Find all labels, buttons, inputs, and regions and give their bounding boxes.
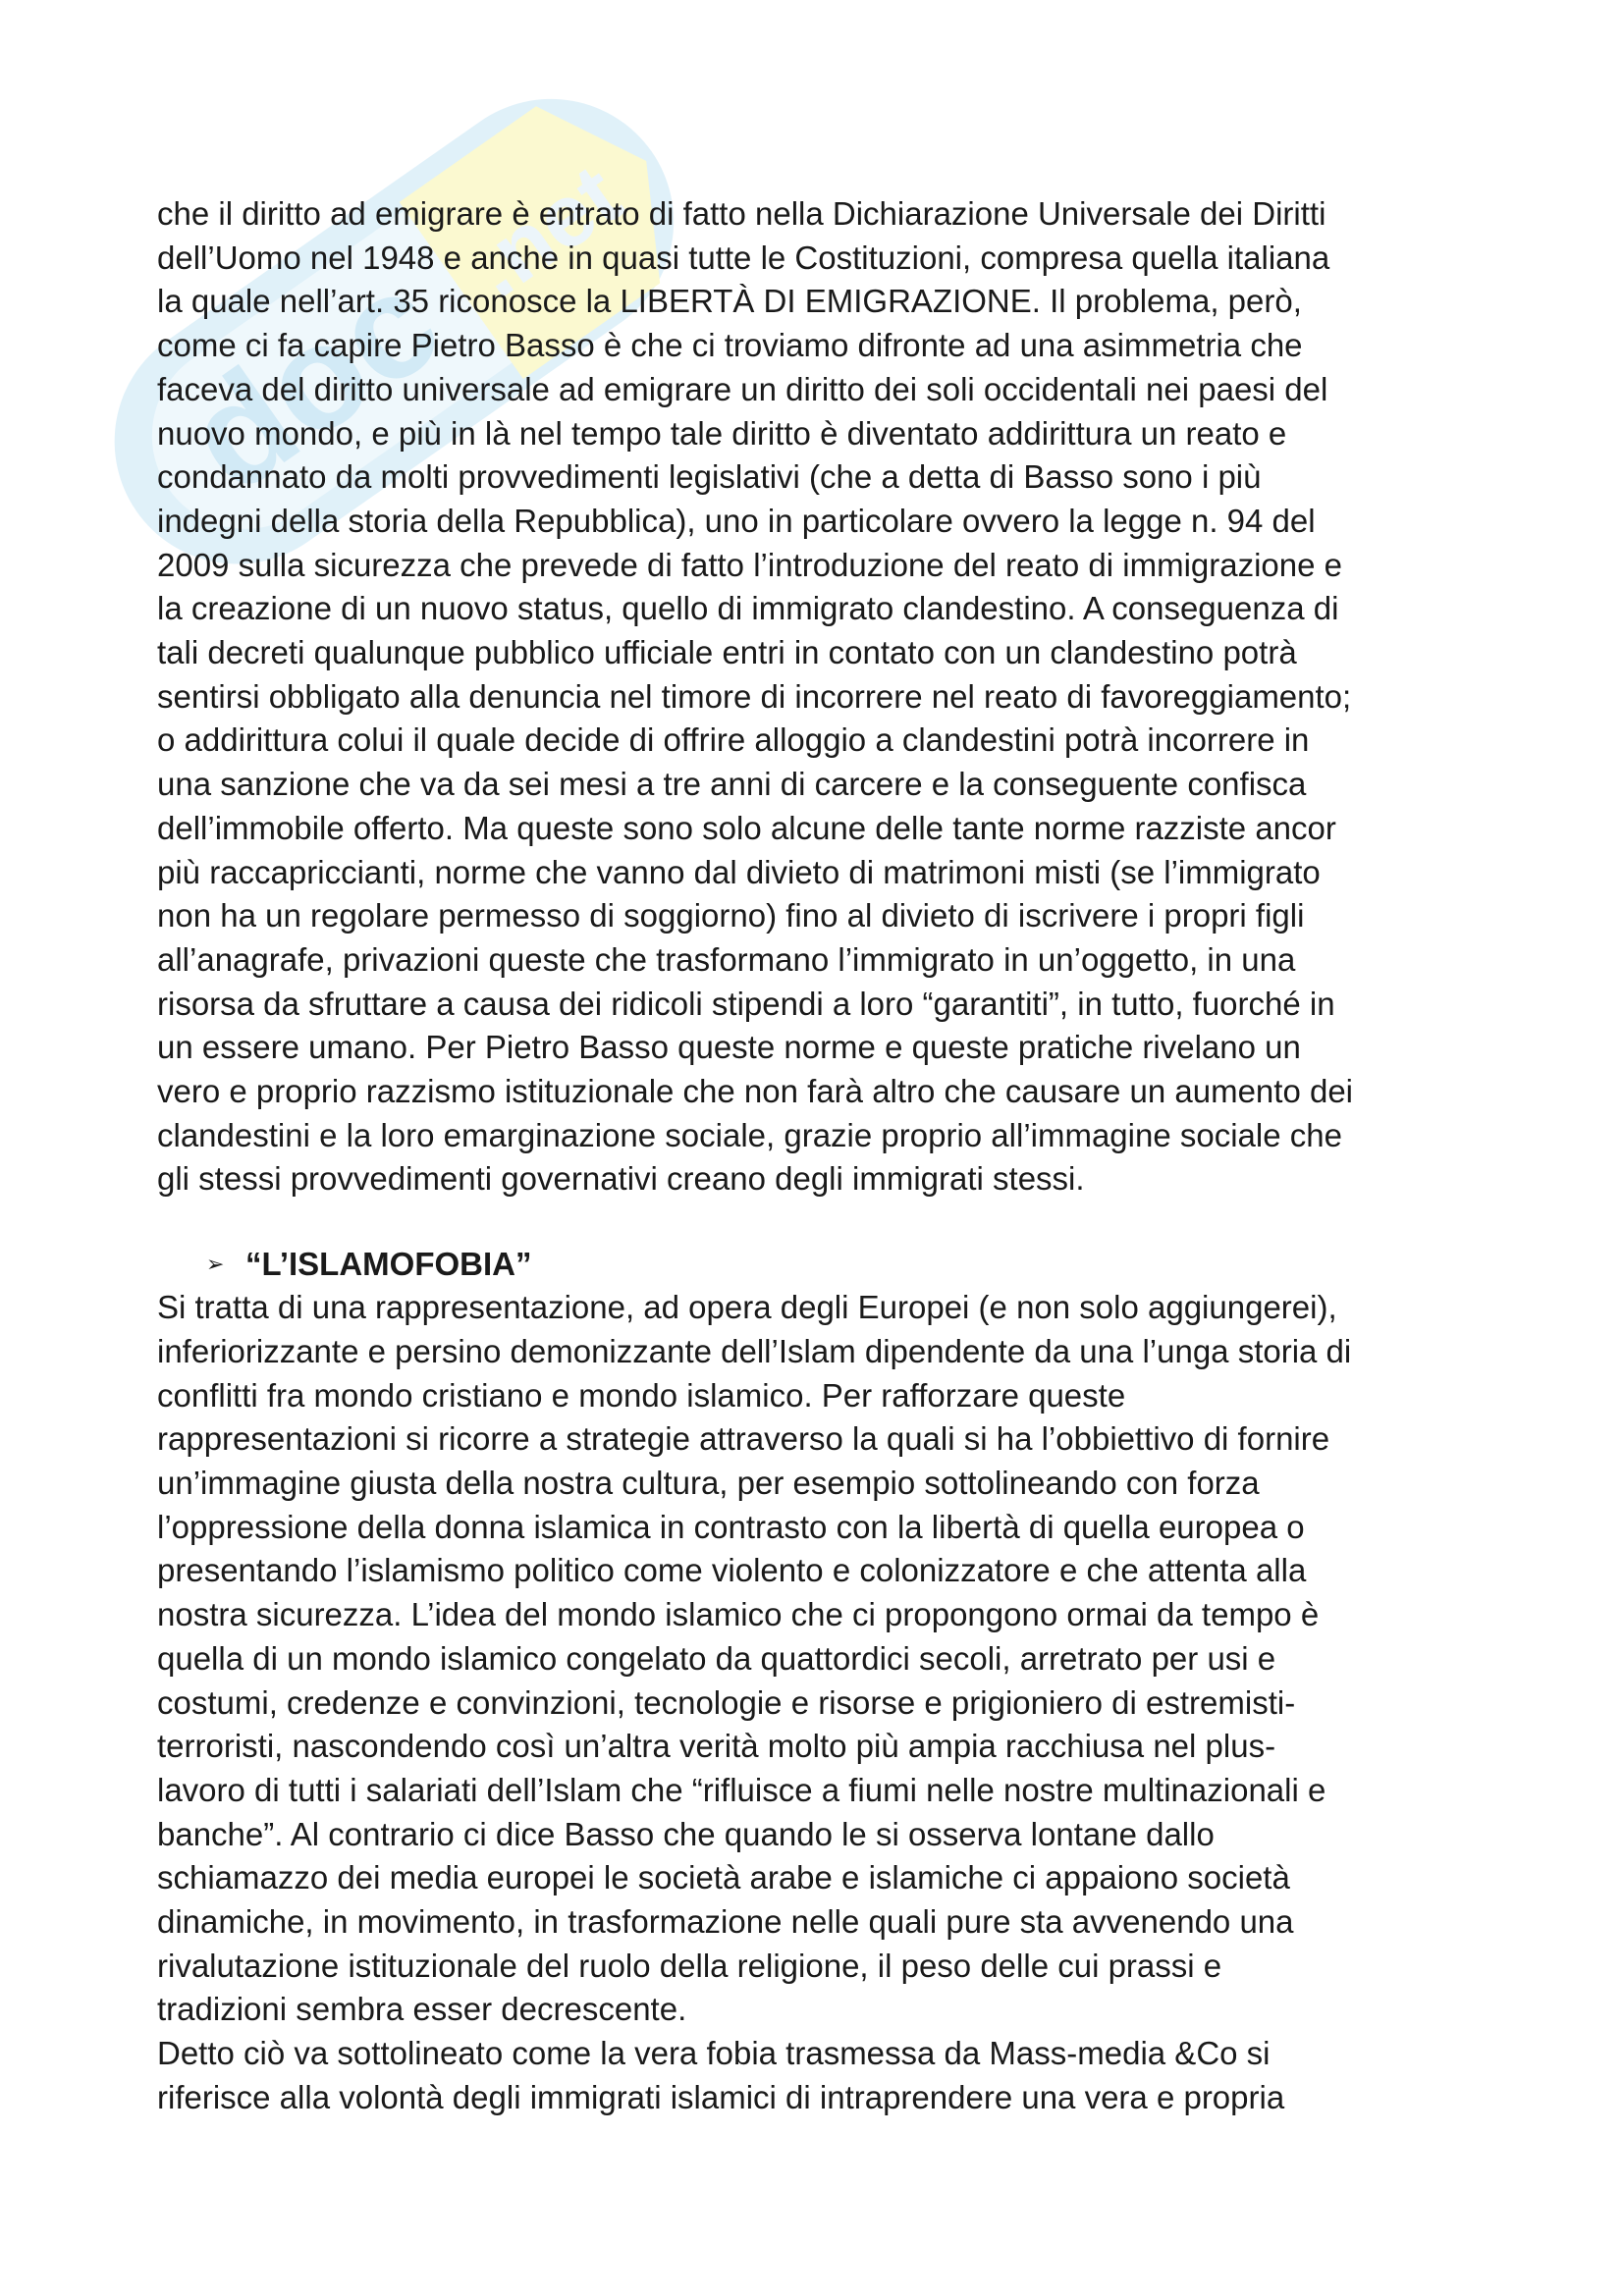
text-line: tradizioni sembra esser decrescente.	[157, 1991, 687, 2028]
arrow-bullet-icon: ➢	[206, 1252, 225, 1277]
text-line: all’anagrafe, privazioni queste che trasformano l’immigrato in un’oggetto, in una	[157, 940, 1296, 978]
svg-text:doc: doc	[157, 238, 467, 523]
text-line: inferiorizzante e persino demonizzante dell’Islam dipendente da una l’unga storia di	[157, 1332, 1352, 1369]
text-line: Detto ciò va sottolineato come la vera fobia trasmessa da Mass-media &Co si	[157, 2035, 1271, 2072]
text-line: o addirittura colui il quale decide di offrire alloggio a clandestini potrà incorrere in	[157, 721, 1310, 759]
text-line: risorsa da sfruttare a causa dei ridicoli stipendi a loro “garantiti”, in tutto, fuorché in	[157, 985, 1335, 1022]
text-line: un essere umano. Per Pietro Basso queste norme e queste pratiche rivelano un	[157, 1029, 1301, 1066]
text-line: 2009 sulla sicurezza che prevede di fatto l’introduzione del reato di immigrazione e	[157, 546, 1343, 583]
text-line: indegni della storia della Repubblica), uno in particolare ovvero la legge n. 94 del	[157, 502, 1316, 539]
text-line: sentirsi obbligato alla denuncia nel timore di incorrere nel reato di favoreggiamento;	[157, 677, 1352, 715]
text-line: costumi, credenze e convinzioni, tecnologie e risorse e prigioniero di estremisti-	[157, 1683, 1296, 1721]
text-line: riferisce alla volontà degli immigrati islamici di intraprendere una vera e propria	[157, 2078, 1285, 2115]
text-line: conflitti fra mondo cristiano e mondo islamico. Per rafforzare queste	[157, 1376, 1126, 1414]
document-page	[157, 192, 1492, 2120]
section-heading-row	[157, 1242, 1492, 1286]
text-line: l’oppressione della donna islamica in contrasto con la libertà di quella europea o	[157, 1508, 1305, 1545]
text-line: una sanzione che va da sei mesi a tre anni di carcere e la conseguente confisca	[157, 766, 1307, 803]
text-line: non ha un regolare permesso di soggiorno) fino al divieto di iscrivere i propri figli	[157, 897, 1305, 934]
text-line: terroristi, nascondendo così un’altra verità molto più ampia racchiusa nel plus-	[157, 1728, 1276, 1765]
text-line: dinamiche, in movimento, in trasformazione nelle quali pure sta avvenendo una	[157, 1903, 1294, 1941]
text-line: dell’Uomo nel 1948 e anche in quasi tutte le Costituzioni, compresa quella italiana	[157, 239, 1330, 276]
text-line: come ci fa capire Pietro Basso è che ci troviamo difronte ad una asimmetria che	[157, 327, 1303, 364]
text-line: presentando l’islamismo politico come violento e colonizzatore e che attenta alla	[157, 1552, 1307, 1589]
text-line: che il diritto ad emigrare è entrato di fatto nella Dichiarazione Universale dei Diritti	[157, 195, 1326, 232]
text-line: vero e proprio razzismo istituzionale che non farà altro che causare un aumento dei	[157, 1073, 1354, 1110]
text-line: nostra sicurezza. L’idea del mondo islamico che ci propongono ormai da tempo è	[157, 1596, 1320, 1633]
text-line: schiamazzo dei media europei le società arabe e islamiche ci appaiono società	[157, 1859, 1290, 1896]
text-line: banche”. Al contrario ci dice Basso che quando le si osserva lontane dallo	[157, 1815, 1215, 1852]
text-line: rivalutazione istituzionale del ruolo della religione, il peso delle cui prassi e	[157, 1947, 1222, 1984]
text-line: quella di un mondo islamico congelato da quattordici secoli, arretrato per usi e	[157, 1639, 1276, 1677]
text-line: dell’immobile offerto. Ma queste sono solo alcune delle tante norme razziste ancor	[157, 809, 1336, 846]
text-line: Si tratta di una rappresentazione, ad opera degli Europei (e non solo aggiungerei),	[157, 1289, 1337, 1326]
text-line: la quale nell’art. 35 riconosce la LIBERTÀ DI EMIGRAZIONE. Il problema, però,	[157, 283, 1302, 320]
text-line: nuovo mondo, e più in là nel tempo tale diritto è diventato addirittura un reato e	[157, 414, 1287, 452]
text-line: faceva del diritto universale ad emigrare un diritto dei soli occidentali nei paesi del	[157, 370, 1328, 407]
paragraph-immigration-law	[157, 192, 1492, 1201]
text-line: un’immagine giusta della nostra cultura, per esempio sottolineando con forza	[157, 1464, 1260, 1501]
text-line: la creazione di un nuovo status, quello di immigrato clandestino. A conseguenza di	[157, 590, 1339, 627]
text-line: condannato da molti provvedimenti legislativi (che a detta di Basso sono i più	[157, 458, 1262, 496]
paragraph-islamofobia	[157, 1286, 1492, 2119]
text-line: più raccapriccianti, norme che vanno dal divieto di matrimoni misti (se l’immigrato	[157, 853, 1321, 890]
svg-text:.net: .net	[453, 145, 639, 317]
text-line: gli stessi provvedimenti governativi creano degli immigrati stessi.	[157, 1160, 1085, 1198]
text-line: lavoro di tutti i salariati dell’Islam che “rifluisce a fiumi nelle nostre multinazionali e	[157, 1771, 1326, 1808]
text-line: tali decreti qualunque pubblico ufficiale entri in contato con un clandestino potrà	[157, 634, 1297, 671]
section-heading-islamofobia: “L’ISLAMOFOBIA”	[245, 1246, 532, 1283]
text-line: clandestini e la loro emarginazione sociale, grazie proprio all’immagine sociale che	[157, 1116, 1342, 1153]
text-line: rappresentazioni si ricorre a strategie attraverso la quali si ha l’obbiettivo di fornire	[157, 1420, 1330, 1458]
